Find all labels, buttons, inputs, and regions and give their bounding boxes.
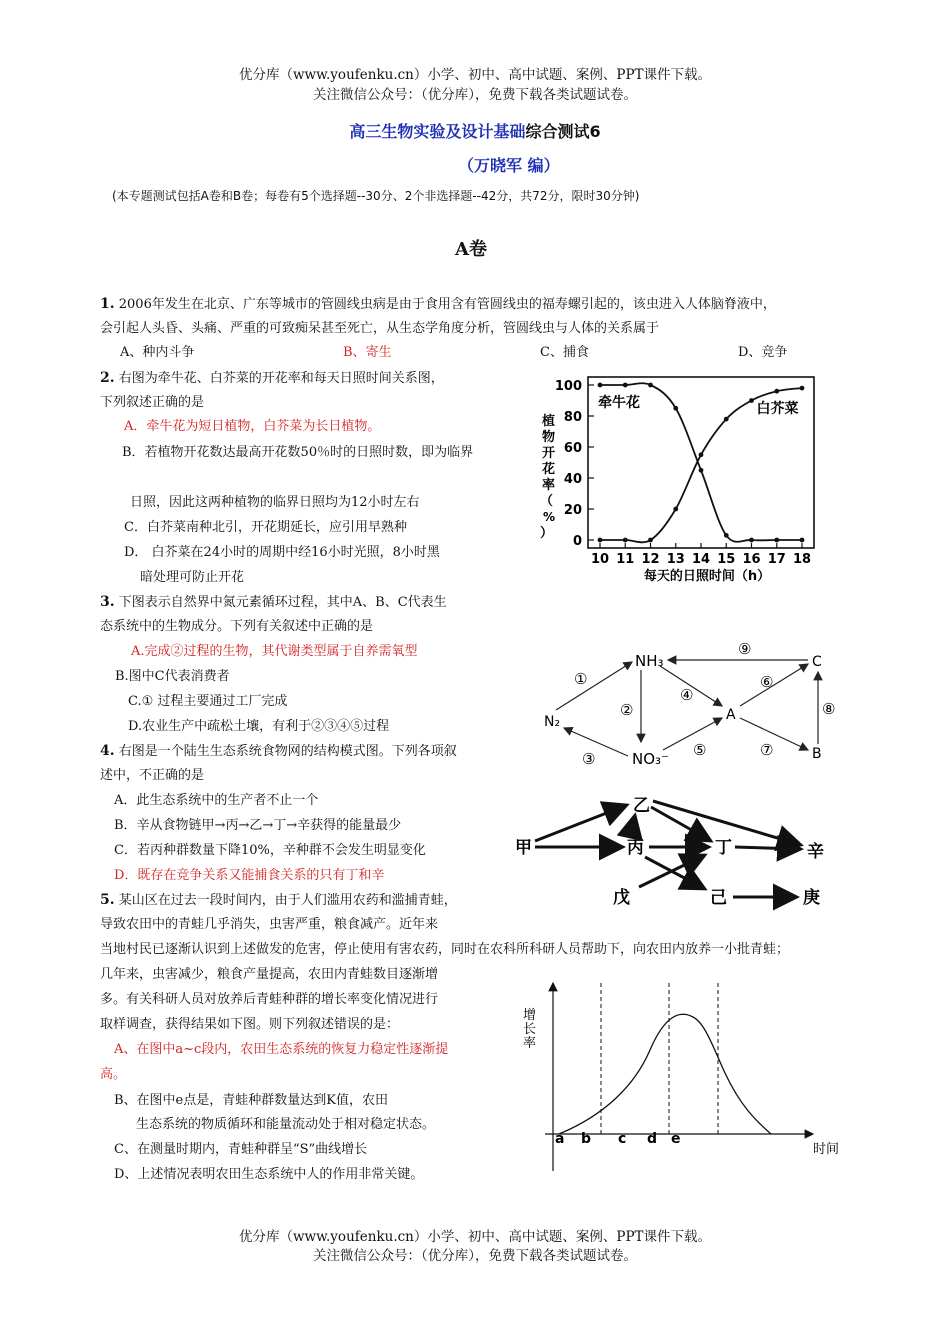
q5-line-4: 几年来，虫害减少，粮食产量提高，农田内青蛙数目逐渐增: [100, 967, 439, 982]
y-tick-label-60: 60: [563, 441, 582, 456]
growth-ylabel-3: 率: [523, 1036, 537, 1051]
legend-mustard: 白芥菜: [756, 401, 799, 417]
chart-ylabel-8: ）: [540, 526, 554, 541]
q5-option-b-1: B、在图中e点是，青蛙种群数量达到K值，农田: [114, 1093, 388, 1108]
q2-number: 2.: [100, 370, 115, 386]
series-1-point-16: [749, 398, 754, 403]
node-geng: 庚: [803, 888, 820, 908]
step-2-label: ②: [620, 701, 634, 719]
node-jia: 甲: [515, 838, 532, 858]
series-1-point-13: [673, 507, 678, 512]
q2-option-b-1: B．若植物开花数达最高开花数50％时的日照时数，即为临界: [122, 445, 474, 460]
node-c: C: [812, 654, 822, 670]
edge-ding-xin: [735, 847, 801, 849]
step-6-label: ⑥: [760, 673, 774, 691]
author-line: （万晓军 编）: [458, 156, 560, 175]
point-c-label: c: [618, 1131, 627, 1147]
step-9-label: ⑨: [738, 640, 752, 658]
series-0-point-10: [598, 383, 603, 388]
chart-xlabel: 每天的日照时间（h）: [643, 569, 771, 584]
section-title: A卷: [455, 239, 487, 260]
q3-option-b: B.图中C代表消费者: [115, 669, 230, 684]
q5-option-b-2: 生态系统的物质循环和能量流动处于相对稳定状态。: [136, 1117, 436, 1132]
series-1-point-12: [648, 538, 653, 543]
chart-ylabel-4: 花: [542, 462, 556, 477]
q4-number: 4.: [100, 743, 115, 759]
q2-option-c: C．白芥菜南种北引，开花期延长，应引用早熟种: [124, 520, 407, 535]
q5-line-3: 当地村民已逐渐认识到上述做发的危害，停止使用有害农药，同时在农科所科研人员帮助下，向农田内放养一小批青蛙；: [100, 942, 790, 957]
x-tick-label-10: 10: [590, 552, 610, 567]
q5-option-c: C、在测量时期内，青蛙种群呈“S”曲线增长: [114, 1142, 368, 1157]
node-no3: NO₃⁻: [632, 750, 669, 768]
q3-number: 3.: [100, 594, 115, 610]
series-0-point-11: [623, 383, 628, 388]
header-line-2: 关注微信公众号：（优分库），免费下载各类试题试卷。: [313, 87, 637, 103]
series-0-point-15: [724, 533, 729, 538]
chart-ylabel-7: %: [543, 510, 556, 524]
chart-ylabel-6: （: [540, 494, 554, 509]
chart-ylabel-5: 率: [542, 478, 556, 493]
q1-option-d: D、竞争: [738, 345, 788, 360]
series-0-point-17: [774, 538, 779, 543]
node-a: A: [726, 707, 736, 723]
q4-option-d: D．既存在竞争关系又能捕食关系的只有丁和辛: [114, 868, 385, 883]
edge-jia-yi: [535, 805, 627, 841]
step-4-label: ④: [680, 686, 694, 704]
point-b-label: b: [581, 1131, 592, 1147]
q4-option-c: C．若丙种群数量下降10%，辛种群不会发生明显变化: [114, 843, 426, 858]
y-tick-label-80: 80: [563, 410, 582, 425]
y-tick-label-20: 20: [563, 503, 582, 518]
q3-line-1: [100, 590, 447, 615]
q5-line-1: [100, 888, 457, 913]
x-tick-label-11: 11: [616, 552, 635, 567]
title-part-2: 综合测试6: [525, 122, 601, 141]
q2-option-d-2: 暗处理可防止开花: [140, 570, 245, 585]
point-e-label: e: [671, 1131, 681, 1147]
flowering-chart: [530, 372, 830, 590]
series-1-point-11: [623, 538, 628, 543]
y-tick-label-0: 0: [572, 534, 582, 549]
node-ji: 己: [710, 888, 727, 908]
q5-option-a-2: 高。: [100, 1067, 127, 1082]
exam-note: (本专题测试包括A卷和B卷；每卷有5个选择题--30分、2个非选择题--42分，共72分，限时30分钟): [112, 189, 640, 203]
point-d-label: d: [647, 1131, 658, 1147]
q5-option-a-1: A、在图中a~c段内，农田生态系统的恢复力稳定性逐渐提: [114, 1042, 449, 1057]
series-1-point-10: [598, 538, 603, 543]
q4-line-2: 述中，不正确的是: [100, 768, 205, 783]
edge-bing-ji: [645, 857, 705, 889]
q3-option-a: A.完成②过程的生物，其代谢类型属于自养需氧型: [131, 644, 418, 659]
series-0-point-16: [749, 538, 754, 543]
q3-option-c: C.① 过程主要通过工厂完成: [128, 694, 288, 709]
q5-line-5: 多。有关科研人员对放养后青蛙种群的增长率变化情况进行: [100, 992, 439, 1007]
q1-option-c: C、捕食: [540, 345, 589, 360]
step-5-label: ⑤: [693, 741, 707, 759]
step-1-label: ①: [574, 670, 588, 688]
q4-option-a: A．此生态系统中的生产者不止一个: [114, 793, 319, 808]
step-8-label: ⑧: [822, 700, 836, 718]
step-7-label: ⑦: [760, 741, 774, 759]
title-part-1: 高三生物实验及设计基础: [349, 122, 526, 141]
y-tick-label-40: 40: [563, 472, 582, 487]
footer-line-1: 优分库（www.youfenku.cn）小学、初中、高中试题、案例、PPT课件下载。: [238, 1229, 712, 1245]
q2-line-1: [100, 366, 444, 391]
nitrogen-cycle-diagram: [528, 632, 848, 777]
food-web-diagram: [505, 785, 840, 915]
q5-line-6: 取样调查，获得结果如下图。则下列叙述错误的是：: [100, 1017, 400, 1032]
q4-text-1: 右图是一个陆生生态系统食物网的结构模式图。下列各项叙: [114, 744, 457, 759]
x-tick-label-16: 16: [742, 552, 761, 567]
chart-ylabel-3: 开: [542, 446, 556, 461]
q4-line-1: [100, 739, 457, 764]
q5-number: 5.: [100, 892, 115, 908]
q1-line-2: 会引起人头昏、头痛、严重的可致痴呆甚至死亡，从生态学角度分析，管圆线虫与人体的关系属于: [100, 321, 660, 336]
node-yi: 乙: [633, 796, 650, 816]
x-tick-label-17: 17: [767, 552, 786, 567]
series-1-point-15: [724, 417, 729, 422]
legend-morning-glory: 牵牛花: [598, 395, 640, 411]
q3-line-2: 态系统中的生物成分。下列有关叙述中正确的是: [100, 619, 374, 634]
node-nh3: NH₃: [635, 652, 664, 670]
node-xin: 辛: [807, 842, 824, 862]
arrow-6: [740, 664, 808, 706]
x-tick-label-12: 12: [641, 552, 660, 567]
node-ding: 丁: [715, 838, 732, 858]
arrow-7: [740, 718, 808, 750]
page-title: [0, 119, 950, 142]
arrow-3: [564, 728, 628, 756]
step-3-label: ③: [582, 750, 596, 768]
point-a-label: a: [555, 1131, 565, 1147]
node-wu: 戊: [613, 888, 630, 908]
q2-option-b-2: 日照，因此这两种植物的临界日照均为12小时左右: [130, 495, 420, 510]
header-line-1: 优分库（www.youfenku.cn）小学、初中、高中试题、案例、PPT课件下载。: [238, 67, 712, 83]
q1-text-1: 2006年发生在北京、广东等城市的管圆线虫病是由于食用含有管圆线虫的福寿螺引起的，该虫进入人体脑脊液中，: [114, 297, 776, 312]
q5-line-2: 导致农田中的青蛙几乎消失，虫害严重，粮食减产。近年来: [100, 917, 439, 932]
series-0-point-14: [699, 468, 704, 473]
q1-option-a: A、种内斗争: [120, 345, 195, 360]
q2-line-2: 下列叙述正确的是: [100, 395, 205, 410]
x-tick-label-15: 15: [717, 552, 736, 567]
edge-yi-ding: [651, 807, 711, 841]
q3-text-1: 下图表示自然界中氮元素循环过程，其中A、B、C代表生: [114, 595, 447, 610]
x-tick-label-13: 13: [666, 552, 685, 567]
growth-rate-chart: [515, 975, 850, 1175]
q5-text-1: 某山区在过去一段时间内，由于人们滥用农药和滥捕青蛙，: [114, 893, 457, 908]
growth-ylabel-2: 长: [523, 1022, 537, 1037]
node-bing: 丙: [627, 838, 644, 858]
series-0-point-13: [673, 406, 678, 411]
q5-option-d: D、上述情况表明农田生态系统中人的作用非常关键。: [114, 1167, 424, 1182]
node-b: B: [812, 746, 822, 762]
chart-ylabel-1: 植: [542, 414, 556, 429]
series-0-point-18: [800, 538, 805, 543]
y-tick-label-100: 100: [554, 379, 582, 394]
series-1-point-17: [774, 389, 779, 394]
growth-xlabel: 时间: [813, 1142, 840, 1157]
chart-ylabel-2: 物: [542, 430, 556, 445]
q2-text-1: 右图为牵牛花、白芥菜的开花率和每天日照时间关系图，: [114, 371, 444, 386]
q4-option-b: B．辛从食物链甲→丙→乙→丁→辛获得的能量最少: [114, 818, 402, 833]
series-1-point-14: [699, 452, 704, 457]
q2-option-d-1: D． 白芥菜在24小时的周期中经16小时光照，8小时黑: [124, 545, 440, 560]
q1-number: 1.: [100, 296, 115, 312]
x-tick-label-18: 18: [792, 552, 812, 567]
q1-option-b: B、寄生: [343, 345, 392, 360]
series-0-point-12: [648, 383, 653, 388]
growth-ylabel-1: 增: [523, 1008, 537, 1023]
growth-curve: [559, 1014, 771, 1134]
edge-bing-yi: [631, 815, 635, 833]
q2-option-a: A．牵牛花为短日植物，白芥菜为长日植物。: [124, 419, 381, 434]
node-n2: N₂: [544, 714, 561, 730]
x-tick-label-14: 14: [691, 552, 711, 567]
q3-option-d: D.农业生产中疏松土壤，有利于②③④⑤过程: [128, 719, 390, 734]
series-1-point-18: [800, 386, 805, 391]
footer-line-2: 关注微信公众号：（优分库），免费下载各类试题试卷。: [313, 1248, 637, 1264]
q1-line-1: [100, 292, 776, 317]
